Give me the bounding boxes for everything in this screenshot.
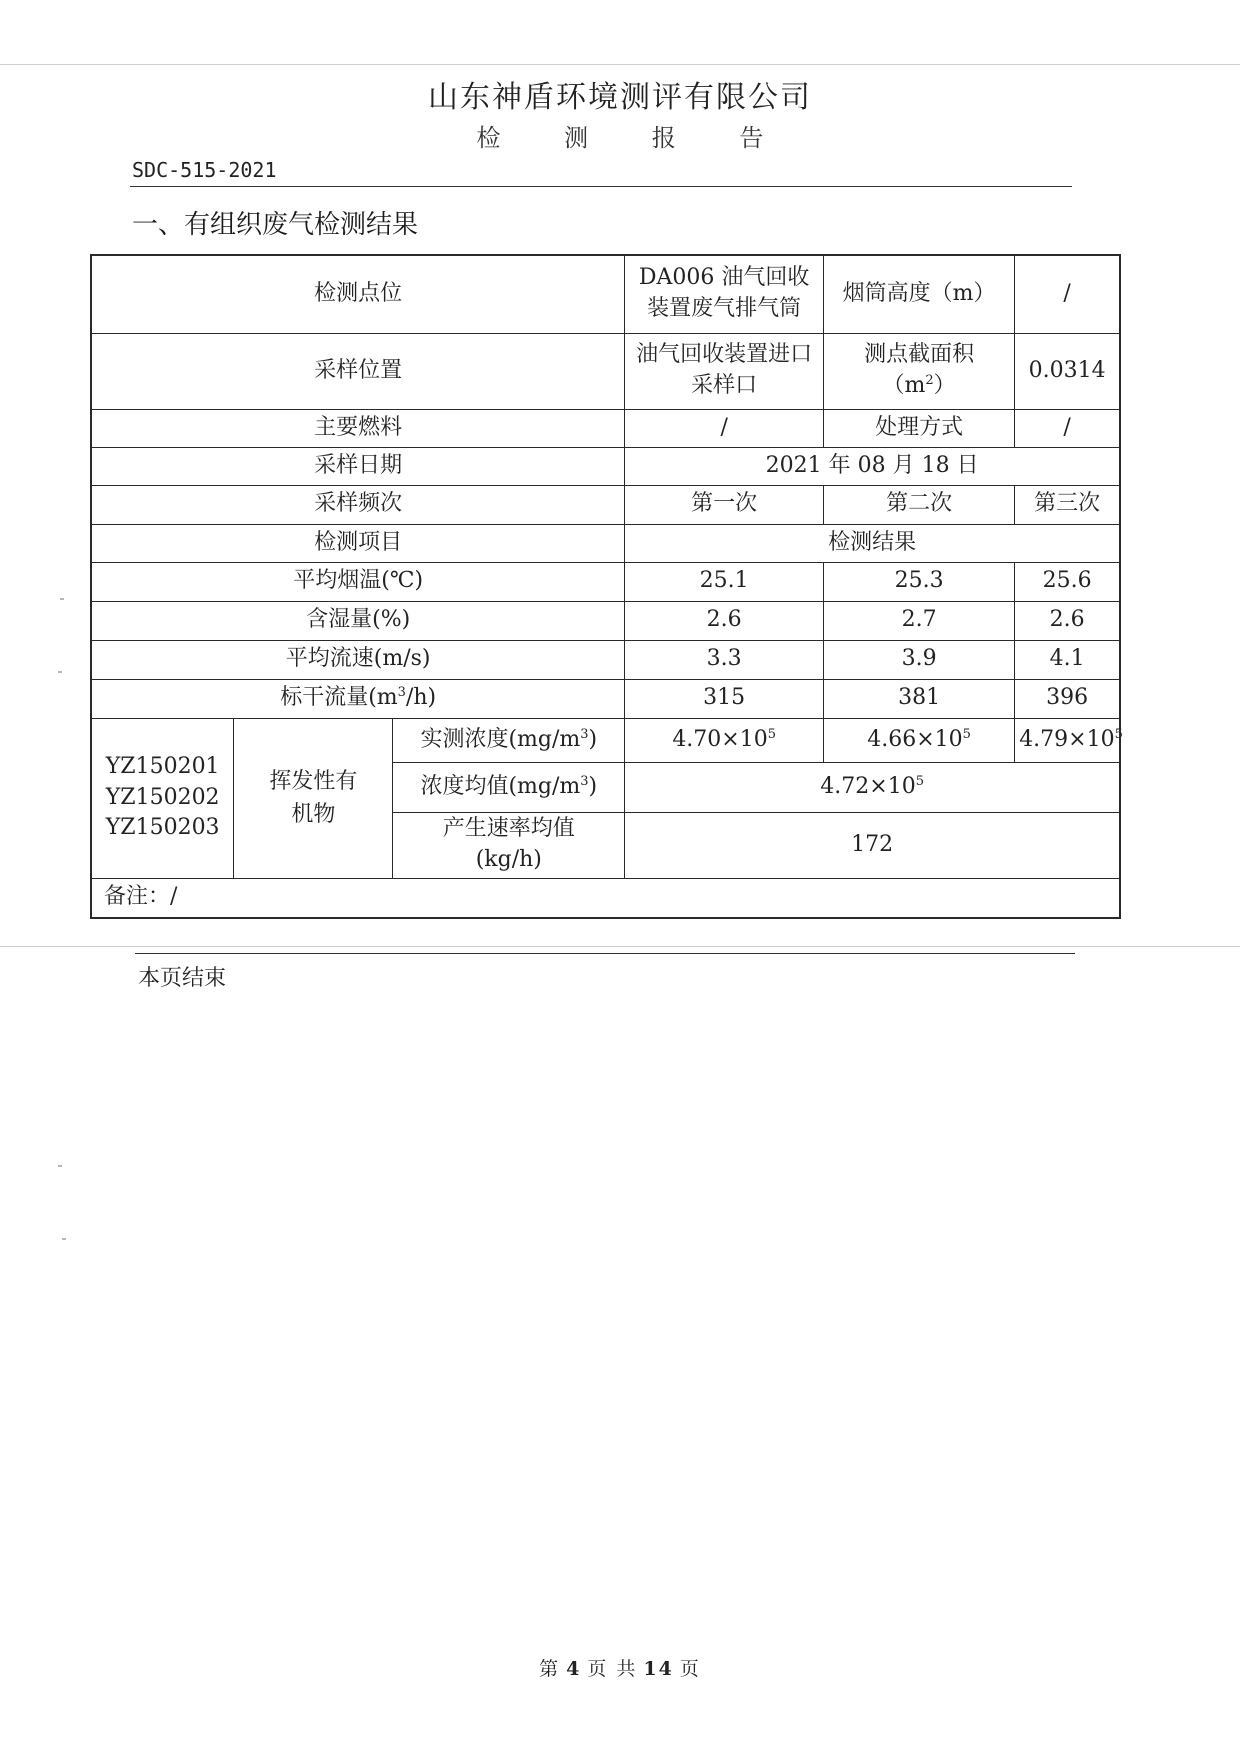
flow-label: 标干流量$(m^3/h)$ [91,679,625,718]
flow-run-2: 381 [824,679,1015,718]
scan-speck [58,1165,62,1167]
avg-temp-run-3: 25.6 [1015,562,1120,601]
table-row [91,679,1120,718]
measured-conc-run-3: $4.79\times 10^5$ [1015,718,1120,762]
table-row [91,485,1120,524]
remarks: 备注：/ [91,878,1120,918]
table-row [91,718,1120,762]
test-result-header: 检测结果 [625,524,1120,562]
velocity-run-1: 3.3 [625,640,824,679]
scan-speck [62,1238,66,1240]
table-row [91,562,1120,601]
table-row [91,409,1120,447]
sampling-location-value: 油气回收装置进口采样口 [625,333,824,409]
page-number: 第 4 页 共 14 页 [539,1658,701,1680]
emission-rate-value: 172 [625,812,1120,878]
avg-temp-label: 平均烟温(℃) [91,562,625,601]
section-area-value: 0.0314 [1015,333,1120,409]
stack-height-label: 烟筒高度（m） [824,255,1015,333]
current-page: 4 [566,1658,582,1680]
main-fuel-label: 主要燃料 [91,409,625,447]
header-rule [130,186,1072,187]
page-end-note: 本页结束 [138,966,227,991]
sample-id: YZ150202 [105,784,220,810]
flow-run-3: 396 [1015,679,1120,718]
measured-conc-label: 实测浓度$(mg/m^3)$ [393,718,625,762]
scan-edge-mid [0,946,1240,947]
measured-conc-run-1: $4.70\times 10^5$ [625,718,824,762]
voc-item: 挥发性有机物 [234,718,393,878]
treatment-value: / [1015,409,1120,447]
report-number: SDC-515-2021 [132,158,277,182]
avg-conc-value: $4.72\times 10^5$ [625,762,1120,812]
table-row [91,878,1120,918]
emission-rate-label: 产生速率均值(kg/h) [393,812,625,878]
table-row [91,255,1120,333]
scan-edge-top [0,64,1240,65]
avg-temp-run-2: 25.3 [824,562,1015,601]
test-item-label: 检测项目 [91,524,625,562]
sample-ids [91,718,234,878]
report-type: 检 测 报 告 [476,124,792,152]
run-2-header: 第二次 [824,485,1015,524]
table-row [91,524,1120,562]
table-row [91,333,1120,409]
section-area-label: 测点截面积$(m^2)$ [824,333,1015,409]
stack-height-value: / [1015,255,1120,333]
sampling-date-value: 2021 年 08 月 18 日 [625,447,1120,485]
humidity-run-2: 2.7 [824,601,1015,640]
results-table [90,254,1121,919]
monitoring-point-value: DA006 油气回收装置废气排气筒 [625,255,824,333]
scan-speck [60,598,64,600]
main-fuel-value: / [625,409,824,447]
sample-id: YZ150203 [105,815,220,841]
table-row [91,640,1120,679]
treatment-label: 处理方式 [824,409,1015,447]
sampling-location-label: 采样位置 [91,333,625,409]
table-row [91,447,1120,485]
sample-id: YZ150201 [105,753,220,779]
table-row [91,601,1120,640]
flow-run-1: 315 [625,679,824,718]
avg-temp-run-1: 25.1 [625,562,824,601]
monitoring-point-label: 检测点位 [91,255,625,333]
total-pages: 14 [643,1658,674,1680]
avg-conc-label: 浓度均值$(mg/m^3)$ [393,762,625,812]
footer-rule [135,953,1075,954]
run-1-header: 第一次 [625,485,824,524]
measured-conc-run-2: $4.66\times 10^5$ [824,718,1015,762]
section-title: 一、有组织废气检测结果 [132,210,419,240]
sampling-date-label: 采样日期 [91,447,625,485]
humidity-label: 含湿量(%) [91,601,625,640]
company-name: 山东神盾环境测评有限公司 [428,80,812,115]
run-3-header: 第三次 [1015,485,1120,524]
humidity-run-3: 2.6 [1015,601,1120,640]
velocity-label: 平均流速(m/s) [91,640,625,679]
humidity-run-1: 2.6 [625,601,824,640]
sampling-frequency-label: 采样频次 [91,485,625,524]
velocity-run-2: 3.9 [824,640,1015,679]
velocity-run-3: 4.1 [1015,640,1120,679]
scan-speck [58,671,62,673]
